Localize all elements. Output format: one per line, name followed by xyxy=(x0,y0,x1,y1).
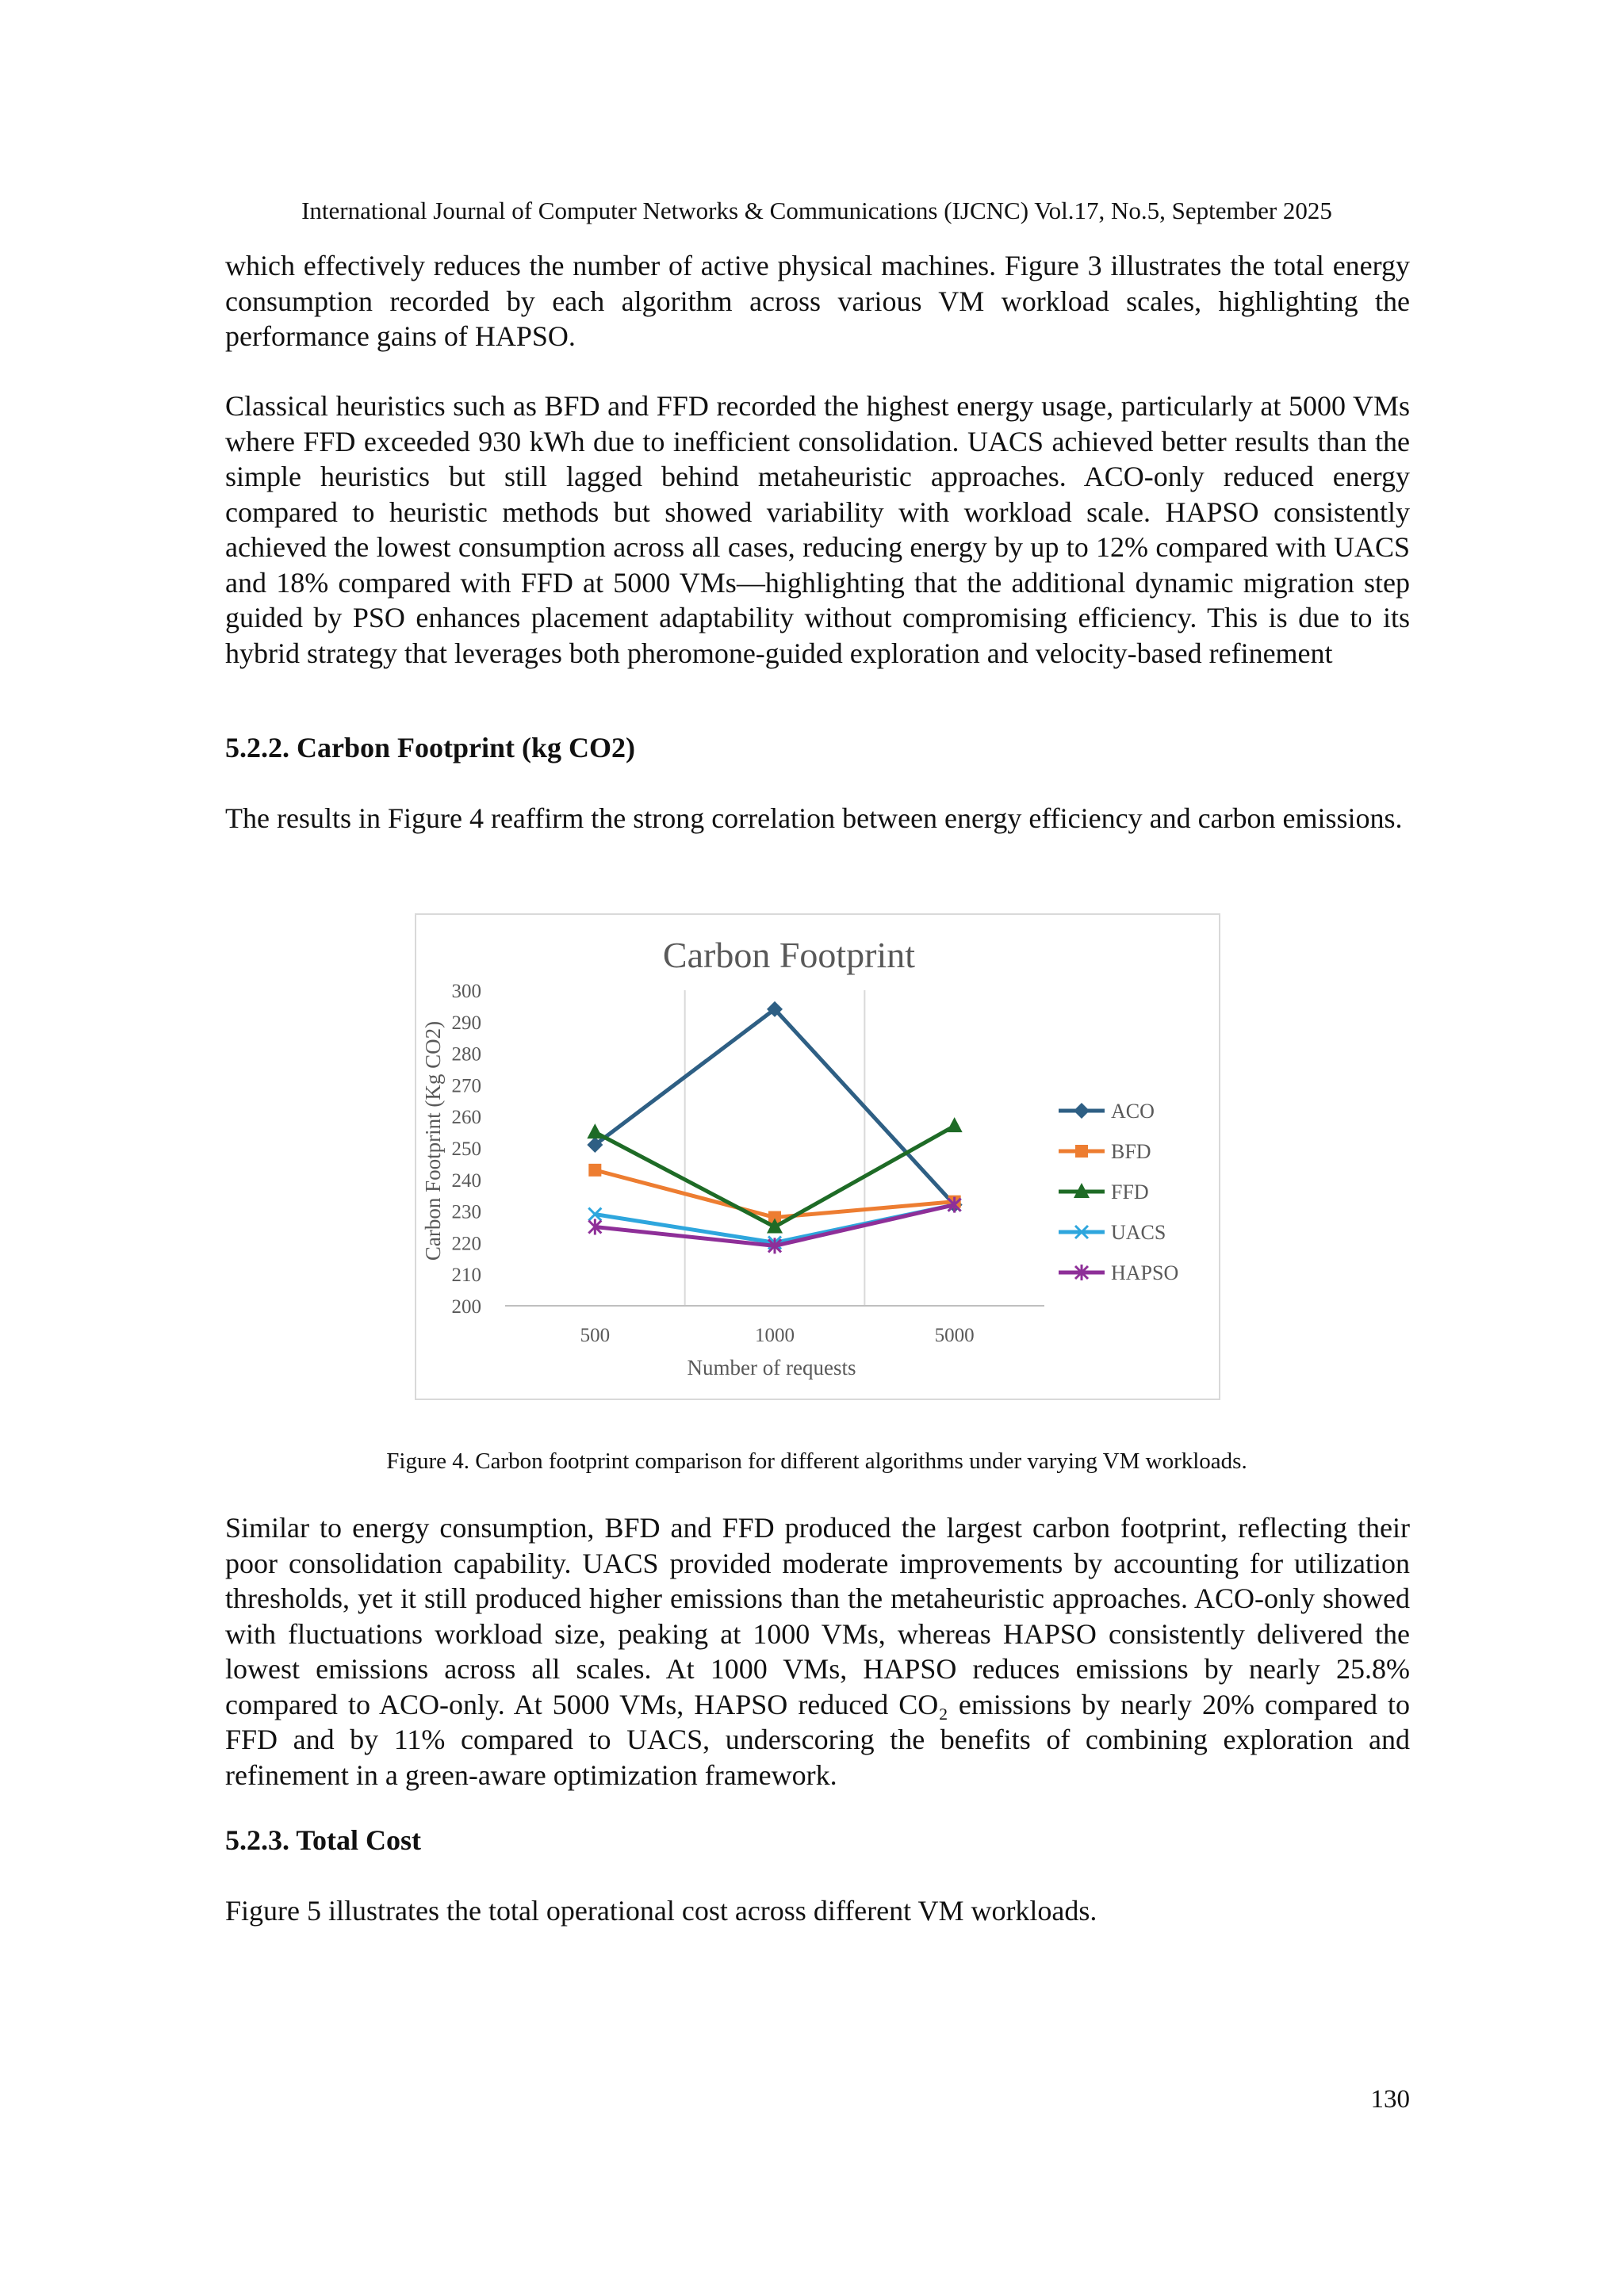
y-tick-label: 270 xyxy=(451,1075,481,1097)
figure-4 xyxy=(415,913,1220,1400)
legend-marker-aco xyxy=(1074,1103,1090,1119)
x-tick-label: 1000 xyxy=(755,1325,795,1346)
legend-label-aco: ACO xyxy=(1111,1100,1155,1123)
journal-header: International Journal of Computer Networks & Communications (IJCNC) Vol.17, No.5, September 2025 xyxy=(301,197,1332,224)
paragraph-figure5-intro: Figure 5 illustrates the total operational cost across different VM workloads. xyxy=(225,1895,1097,1927)
x-axis-label: Number of requests xyxy=(687,1356,856,1380)
y-tick-label: 210 xyxy=(451,1265,481,1287)
y-tick-label: 200 xyxy=(451,1296,481,1318)
y-tick-label: 240 xyxy=(451,1169,481,1192)
y-tick-label: 260 xyxy=(451,1107,481,1129)
legend-marker-bfd xyxy=(1075,1145,1088,1158)
legend-label-bfd: BFD xyxy=(1111,1140,1151,1163)
section-heading-carbon: 5.2.2. Carbon Footprint (kg CO2) xyxy=(225,732,636,763)
paragraph-intro: which effectively reduces the number of active physical machines. Figure 3 illustrates the total energy consumption recorded by each algorithm across various VM workload scales, highlighting the performance gains of HAPSO. xyxy=(225,250,1410,352)
section-heading-cost: 5.2.3. Total Cost xyxy=(225,1824,422,1856)
x-tick-label: 500 xyxy=(580,1325,611,1346)
series-line-bfd xyxy=(595,1170,954,1218)
legend-label-uacs: UACS xyxy=(1111,1221,1166,1244)
y-tick-label: 220 xyxy=(451,1233,481,1255)
series-line-aco xyxy=(595,1009,954,1205)
carbon-footprint-chart xyxy=(416,915,1219,1399)
data-point-ffd xyxy=(947,1117,963,1132)
paragraph-carbon-results: Similar to energy consumption, BFD and FFD produced the largest carbon footprint, reflecting their poor consolidation capability. UACS provided moderate improvements by accounting for utilization thresholds, yet it still produced higher emissions than the metaheuristic approaches. ACO-only showed with fluctuations workload size, peaking at 1000 VMs, whereas HAPSO consistently delivered the lowest emissions across all scales. At 1000 VMs, HAPSO reduces emissions by nearly 25.8% compared to ACO-only. At 5000 VMs, HAPSO reduced CO₂ emissions by nearly 20% compared to FFD and by 11% compared to UACS, underscoring the benefits of combining exploration and refinement in a green-aware optimization framework. xyxy=(225,1512,1410,1791)
page-number: 130 xyxy=(1370,2085,1410,2114)
data-point-ffd xyxy=(587,1123,603,1138)
y-axis-label: Carbon Footprint (Kg CO2) xyxy=(421,1020,445,1261)
paragraph-heuristics: Classical heuristics such as BFD and FFD recorded the highest energy usage, particularly at 5000 VMs where FFD exceeded 930 kWh due to inefficient consolidation. UACS achieved better results than the simple heuristics but still lagged behind metaheuristic approaches. ACO-only reduced energy compared to heuristic methods but showed variability with workload scale. HAPSO consistently achieved the lowest consumption across all cases, reducing energy by up to 12% compared with UACS and 18% compared with FFD at 5000 VMs—highlighting that the additional dynamic migration step guided by PSO enhances placement adaptability without compromising efficiency. This is due to its hybrid strategy that leverages both pheromone-guided exploration and velocity-based refinement xyxy=(225,390,1410,669)
chart-title: Carbon Footprint xyxy=(662,935,916,975)
legend-label-hapso: HAPSO xyxy=(1111,1261,1179,1284)
paragraph-figure4-intro: The results in Figure 4 reaffirm the strong correlation between energy efficiency and carbon emissions. xyxy=(225,802,1403,834)
figure-caption: Figure 4. Carbon footprint comparison for different algorithms under varying VM workloads. xyxy=(386,1448,1247,1474)
x-tick-label: 5000 xyxy=(934,1325,975,1346)
y-tick-label: 290 xyxy=(451,1012,481,1034)
legend-label-ffd: FFD xyxy=(1111,1181,1149,1203)
y-tick-label: 300 xyxy=(451,981,481,1002)
y-tick-label: 280 xyxy=(451,1043,481,1066)
y-tick-label: 250 xyxy=(451,1138,481,1160)
y-tick-label: 230 xyxy=(451,1201,481,1223)
data-point-bfd xyxy=(588,1164,601,1177)
